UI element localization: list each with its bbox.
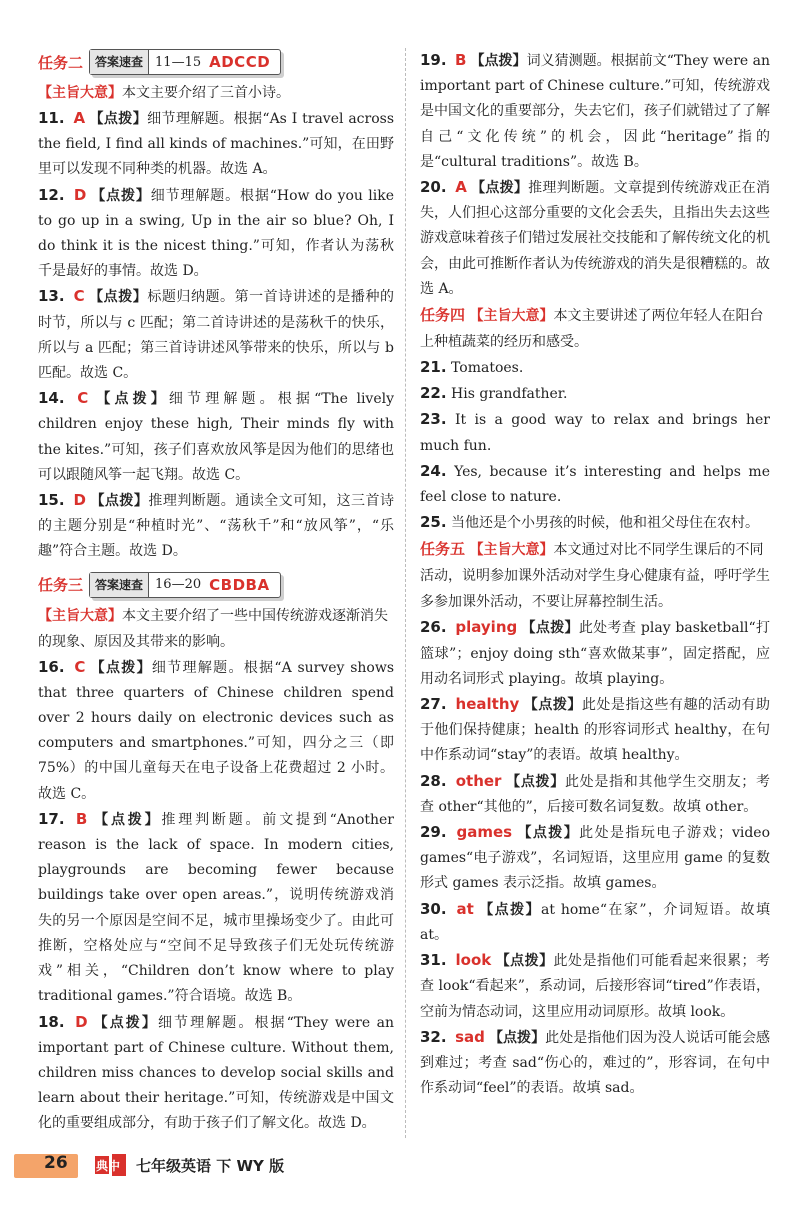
tip-tag: 【点拨】 [477, 901, 541, 918]
explanation: 推理判断题。文章提到传统游戏正在消失，人们担心这部分重要的文化会丢失，且指出失去这些游戏意味着孩子们错过发展社交技能和了解传统文化的机会，由此可推断作者认为传统游戏的消失是很糟糕的。故选 A。 [420, 180, 771, 297]
answer-word: other [455, 771, 502, 790]
answer-key-badge: 答案速查 [90, 573, 149, 597]
task4-summary [420, 302, 770, 355]
answer-key-box [89, 49, 281, 75]
question-number: 27. [420, 695, 447, 714]
question-number: 24. [420, 461, 447, 480]
question-number: 15. [38, 491, 65, 510]
list-item [420, 407, 770, 458]
answer-letter: C [77, 389, 89, 408]
answer-letter: D [73, 185, 87, 204]
explanation: 细节理解题。根据“As I travel across the field, I find all kinds of machines.”可知，在田野里可以发现不同种类的机器。故选 A。 [38, 111, 395, 178]
summary-text: 本文通过对比不同学生课后的不同活动，说明参加课外活动对学生身心健康有益，呼吁学生多参加课外活动，不要让屏幕控制生活。 [420, 542, 770, 611]
answer-text: It is a good way to relax and brings her much fun. [420, 412, 770, 454]
question-number: 22. [420, 384, 447, 403]
question-number: 12. [38, 185, 65, 204]
book-title: 七年级英语 下 WY 版 [136, 1157, 285, 1175]
question-number: 23. [420, 410, 447, 429]
answer-letter: B [75, 809, 88, 828]
left-column [38, 48, 394, 1137]
right-column [420, 48, 770, 1101]
question-26 [420, 615, 770, 692]
answer-letter: A [455, 178, 467, 197]
question-number: 17. [38, 809, 65, 828]
question-number: 11. [38, 109, 65, 127]
answer-text: Tomatoes. [451, 360, 524, 377]
question-number: 31. [420, 951, 447, 970]
question-18 [38, 1010, 394, 1137]
question-range: 16—20 [155, 577, 202, 593]
question-20 [420, 175, 770, 302]
question-15 [38, 488, 394, 565]
summary-tag: 【主旨大意】 [38, 607, 122, 624]
task-title: 任务五 [420, 540, 466, 559]
question-number: 28. [420, 771, 447, 790]
task-title: 任务三 [38, 576, 84, 595]
answer-key-badge: 答案速查 [90, 50, 149, 74]
tip-tag: 【点拨】 [91, 1014, 158, 1031]
question-27 [420, 692, 770, 769]
answer-text: His grandfather. [451, 386, 568, 403]
list-item [420, 510, 770, 536]
summary-tag: 【主旨大意】 [38, 85, 122, 101]
explanation: 此处是指这些有趣的活动有助于他们保持健康；health 的形容词形式 healthy，在句中作系动词“stay”的表语。故填 healthy。 [420, 697, 771, 764]
question-30 [420, 897, 770, 948]
question-number: 21. [420, 358, 447, 377]
explanation: 推理判断题。通读全文可知，这三首诗的主题分别是“种植时光”、“荡秋千”和“放风筝”，“乐趣”符合主题。故选 D。 [38, 493, 395, 560]
summary-text: 本文主要讲述了两位年轻人在阳台上种植蔬菜的经历和感受。 [420, 308, 764, 351]
question-number: 30. [420, 899, 447, 918]
answer-word: look [455, 951, 492, 970]
question-17 [38, 807, 394, 1010]
answer-text: Yes, because it’s interesting and helps me feel close to nature. [420, 463, 770, 506]
brand-logo-icon [94, 1152, 128, 1180]
explanation: 此处是指他们因为没人说话可能会感到难过；考查 sad“伤心的，难过的”，形容词，在句中作系动词“feel”的表语。故填 sad。 [420, 1029, 771, 1097]
tip-tag: 【点拨】 [90, 187, 151, 204]
answer-key-box [89, 572, 281, 598]
tip-tag: 【点拨】 [92, 391, 169, 408]
tip-tag: 【点拨】 [505, 773, 565, 790]
tip-tag: 【点拨】 [488, 1029, 546, 1046]
question-number: 19. [420, 51, 447, 69]
task2-header [38, 48, 394, 76]
explanation: at home“在家”，介词短语。故填 at。 [420, 901, 770, 943]
question-number: 14. [38, 389, 65, 408]
task3-header [38, 571, 394, 599]
summary [38, 603, 394, 655]
page-number: 26 [44, 1153, 68, 1173]
tip-tag: 【点拨】 [88, 289, 148, 306]
answer-letter: A [73, 109, 86, 127]
question-11 [38, 106, 394, 183]
question-12 [38, 183, 394, 285]
question-32 [420, 1025, 770, 1102]
answer-word: games [456, 823, 513, 842]
question-16 [38, 655, 394, 807]
question-31 [420, 948, 770, 1025]
tip-tag: 【点拨】 [470, 53, 527, 69]
tip-tag: 【点拨】 [470, 180, 529, 197]
answer-key: CBDBA [209, 575, 270, 594]
explanation: 此处是指他们可能看起来很累；考查 look“看起来”，系动词，后接形容词“tired”作表语，空前为情态动词，这里应用动词原形。故填 look。 [420, 953, 771, 1020]
question-number: 26. [420, 618, 447, 637]
question-number: 13. [38, 287, 65, 306]
question-number: 25. [420, 513, 447, 532]
question-13 [38, 284, 394, 386]
answer-word: at [456, 899, 474, 918]
explanation: 此处考查 play basketball“打篮球”；enjoy doing sth“喜欢做某事”，固定搭配，应用动名词形式 playing。故填 playing。 [420, 620, 771, 687]
question-28 [420, 769, 770, 820]
question-14 [38, 386, 394, 488]
list-item [420, 381, 770, 407]
tip-tag: 【点拨】 [521, 620, 579, 637]
question-number: 29. [420, 823, 447, 842]
explanation: 此处是指玩电子游戏；video games“电子游戏”，名词短语，这里应用 game 的复数形式 games 表示泛指。故填 games。 [420, 825, 771, 892]
question-number: 18. [38, 1012, 65, 1031]
list-item [420, 459, 770, 510]
explanation: 词义猜测题。根据前文“They were an important part of Chinese culture.”可知，传统游戏是中国文化的重要部分，失去它们，孩子们就错过了了解自己“文化传统”的机会，因此“heritage”指的是“cultural traditions”。故选 B。 [420, 53, 771, 170]
summary-text: 本文主要介绍了三首小诗。 [122, 85, 290, 101]
summary [38, 80, 394, 106]
task5-summary [420, 536, 770, 615]
answer-letter: D [75, 1012, 88, 1031]
answer-letter: D [73, 491, 86, 510]
task-title: 任务四 [420, 306, 466, 325]
question-29 [420, 820, 770, 897]
explanation: 细节理解题。根据“How do you like to go up in a swing, Up in the air so blue? Oh, I do think it is the nicest thing.”可知，作者认为荡秋千是最好的事情。故选 D。 [38, 187, 394, 280]
answer-letter: C [73, 287, 85, 306]
explanation: 此处是指和其他学生交朋友；考查 other“其他的”，后接可数名词复数。故填 other。 [420, 773, 771, 815]
explanation: 细节理解题。根据“The lively children enjoy these high, Their minds fly with the kites.”可知，孩子们喜欢放风筝是因为他们的思绪也可以跟随风筝一起飞翔。故选 C。 [38, 391, 394, 483]
answer-letter: C [74, 657, 86, 676]
explanation: 标题归纳题。第一首诗讲述的是播种的时节，所以与 c 匹配；第二首诗讲述的是荡秋千的快乐，所以与 a 匹配；第三首诗讲述风筝带来的快乐，所以与 b 匹配。故选 C。 [38, 289, 395, 382]
list-item [420, 355, 770, 381]
tip-tag: 【点拨】 [516, 825, 580, 842]
explanation: 细节理解题。根据“A survey shows that three quarters of Chinese children spend over 2 hours daily on electronic devices such as computers and smartphones.”可知，四分之三（即 75%）的中国儿童每天在电子设备上花费超过 2 小时。故选 C。 [38, 659, 394, 802]
explanation: 细节理解题。根据“They were an important part of Chinese culture. Without them, children miss chances to develop social skills and learn about their heritage.”可知，传统游戏是中国文化的重要组成部分，有助于孩子们了解文化。故选 D。 [38, 1014, 394, 1132]
question-number: 20. [420, 178, 447, 197]
answer-word: playing [455, 618, 518, 637]
answer-word: healthy [455, 695, 520, 714]
page-footer [0, 1150, 800, 1184]
question-number: 16. [38, 657, 65, 676]
answer-text: 当他还是个小男孩的时候，他和祖父母住在农村。 [451, 515, 760, 532]
tip-tag: 【点拨】 [89, 111, 148, 127]
tip-tag: 【点拨】 [495, 953, 554, 970]
column-divider [405, 48, 406, 1138]
answer-letter: B [455, 51, 467, 69]
tip-tag: 【点拨】 [89, 493, 149, 510]
summary-text: 本文主要介绍了一些中国传统游戏逐渐消失的现象、原因及其带来的影响。 [38, 607, 388, 650]
summary-tag: 【主旨大意】 [469, 308, 554, 325]
explanation: 推理判断题。前文提到“Another reason is the lack of space. In modern cities, playgrounds are becoming fewer because buildings take over open areas.”，说明传统游戏消失的另一个原因是空间不足，城市里操场变少了。由此可推断，空格处应与“空间不足导致孩子们无处玩传统游戏”相关，“Children don’t know where to play traditional games.”符合语境。故选 B。 [38, 811, 394, 1005]
short-answer-list [420, 355, 770, 536]
question-number: 32. [420, 1027, 447, 1046]
answer-word: sad [455, 1027, 485, 1046]
tip-tag: 【点拨】 [91, 811, 162, 828]
tip-tag: 【点拨】 [523, 697, 582, 714]
summary-tag: 【主旨大意】 [469, 542, 554, 559]
question-range: 11—15 [155, 54, 202, 70]
task-title: 任务二 [38, 53, 84, 72]
question-19 [420, 48, 770, 175]
answer-key: ADCCD [209, 53, 271, 71]
tip-tag: 【点拨】 [89, 659, 152, 676]
brand-logo-text: 典中 [96, 1159, 121, 1173]
